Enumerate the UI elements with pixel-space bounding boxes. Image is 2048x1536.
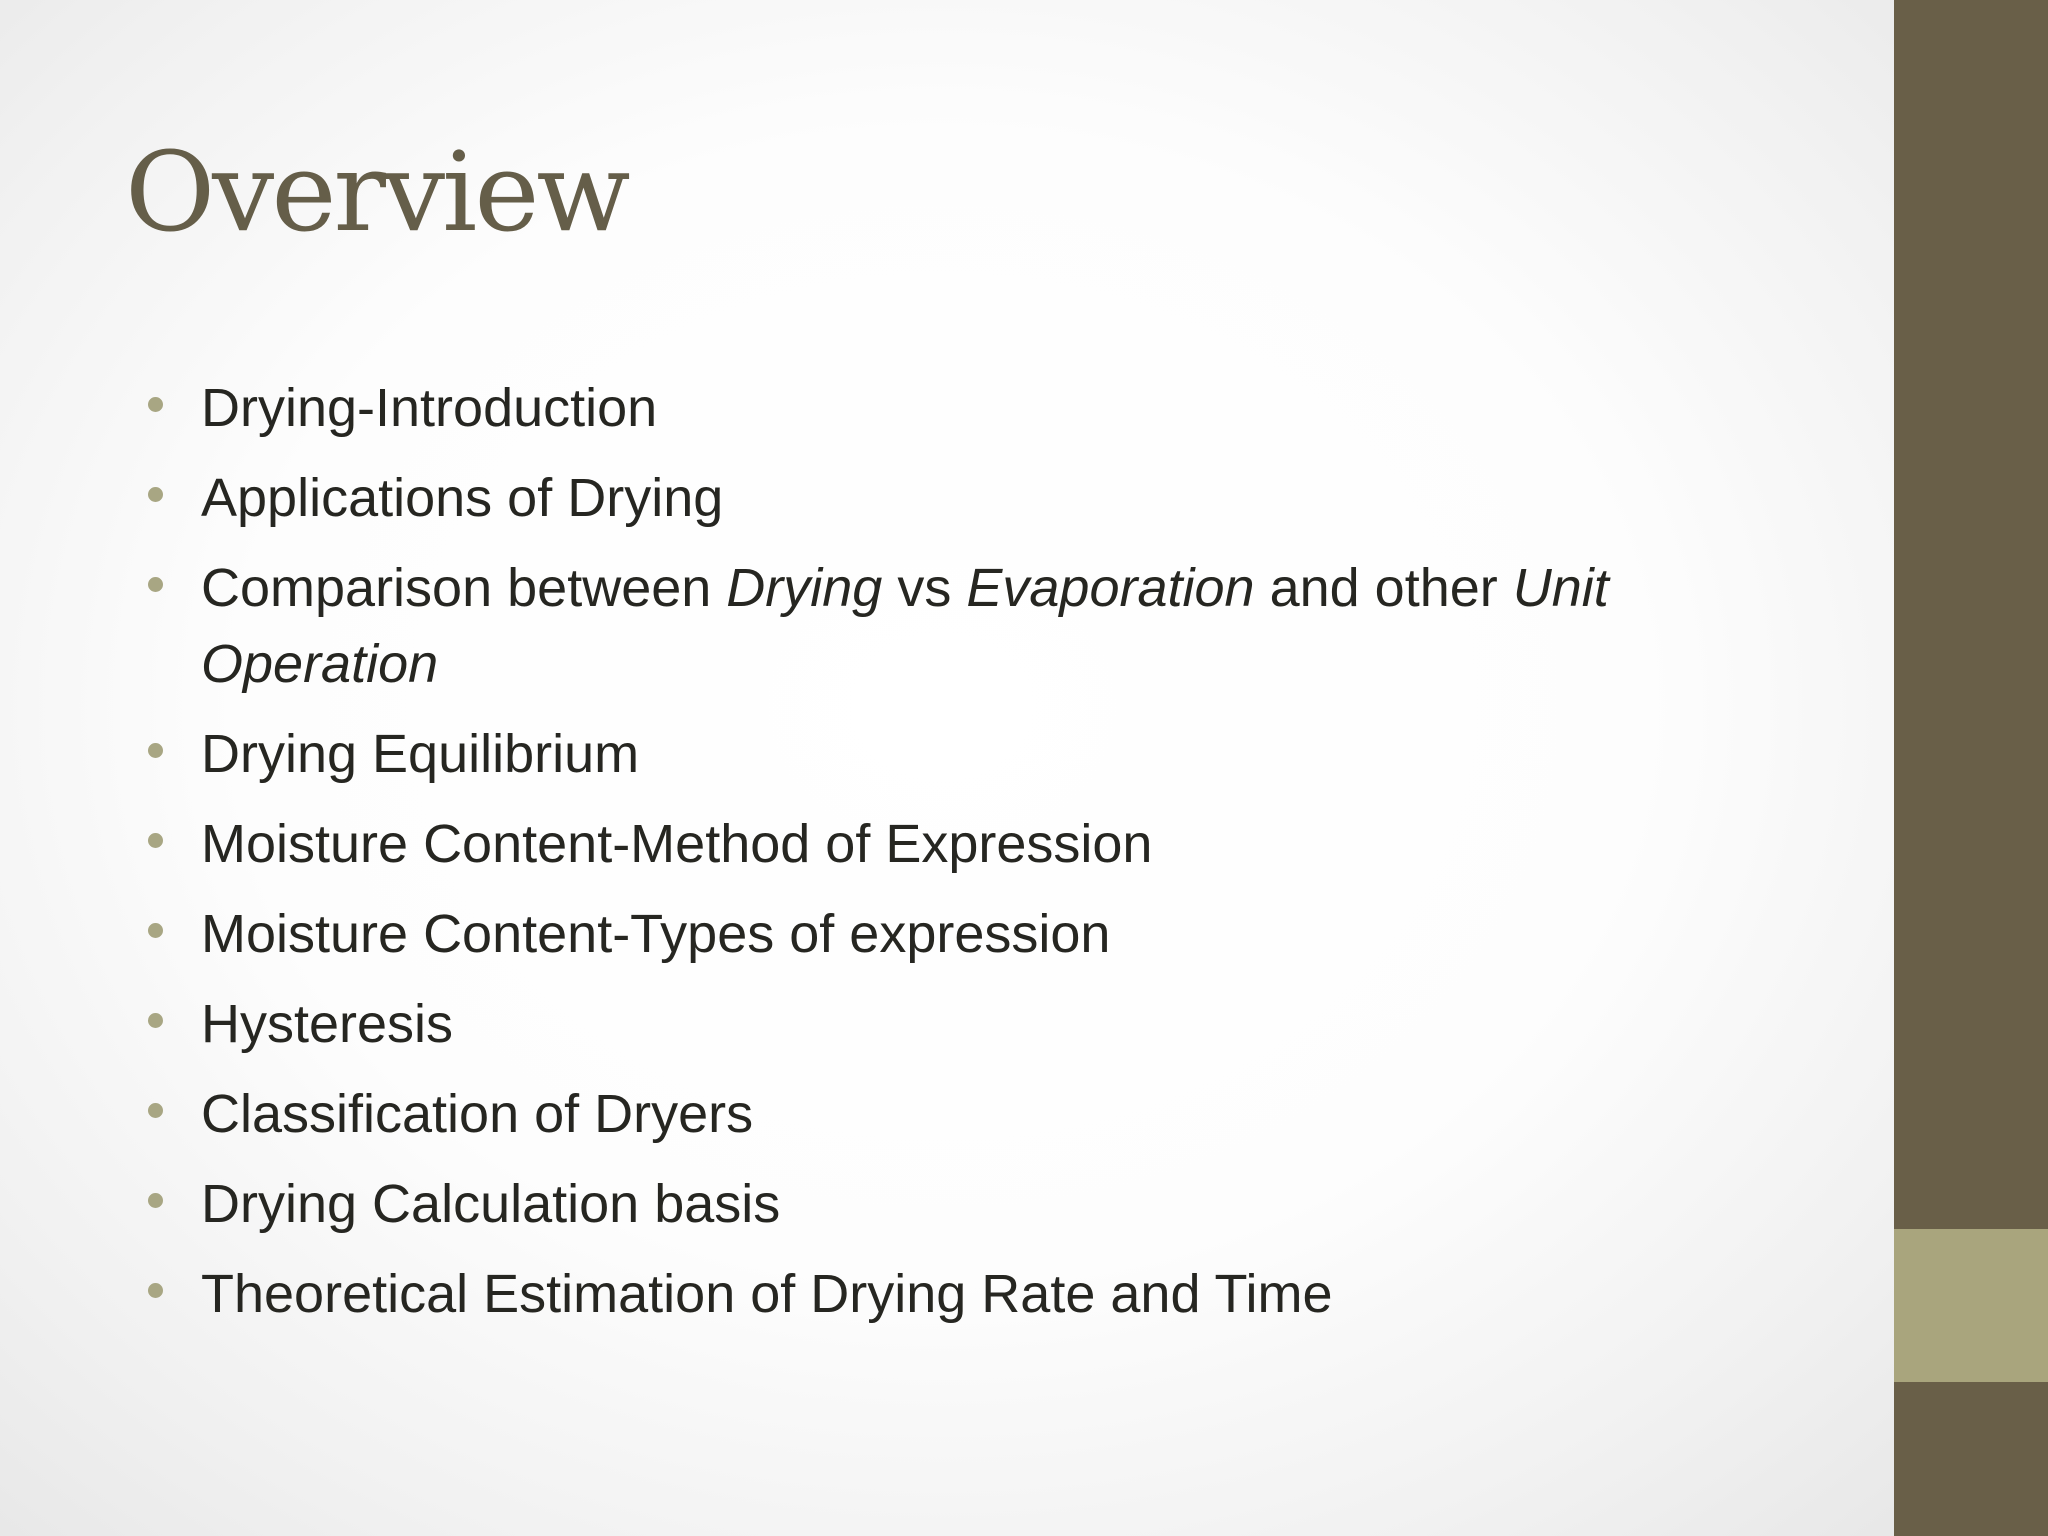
bullet-item <box>148 806 1738 882</box>
bullet-text: Drying Calculation basis <box>201 1174 781 1234</box>
bullet-item <box>148 370 1738 446</box>
bullet-text-part: vs <box>882 558 967 618</box>
bullet-text: Theoretical Estimation of Drying Rate and Time <box>201 1264 1333 1324</box>
bullet-text: Moisture Content-Types of expression <box>201 904 1111 964</box>
bullet-item <box>148 986 1738 1062</box>
bullet-text: Applications of Drying <box>201 468 724 528</box>
bullet-item <box>148 550 1738 702</box>
bullet-icon <box>148 1283 163 1298</box>
bullet-item <box>148 1256 1738 1332</box>
bullet-text-part: and other <box>1254 558 1513 618</box>
bullet-text: Hysteresis <box>201 994 454 1054</box>
bullet-icon <box>148 923 163 938</box>
bullet-icon <box>148 833 163 848</box>
bullet-item <box>148 716 1738 792</box>
bullet-icon <box>148 1193 163 1208</box>
bullet-icon <box>148 743 163 758</box>
bullet-list <box>148 370 1738 1346</box>
bullet-icon <box>148 1103 163 1118</box>
bullet-icon <box>148 577 163 592</box>
bullet-text-part-italic: Unit Operation <box>201 558 1609 694</box>
bullet-item <box>148 1166 1738 1242</box>
bullet-icon <box>148 397 163 412</box>
bullet-text: Drying-Introduction <box>201 378 658 438</box>
bullet-text-part-italic: Evaporation <box>966 558 1255 618</box>
bullet-text: Classification of Dryers <box>201 1084 754 1144</box>
bullet-text-part: Comparison between <box>201 558 727 618</box>
slide-title: Overview <box>125 128 628 256</box>
bullet-item <box>148 460 1738 536</box>
bullet-icon <box>148 487 163 502</box>
bullet-text: Moisture Content-Method of Expression <box>201 814 1153 874</box>
bullet-text-part-italic: Drying <box>726 558 883 618</box>
bullet-text <box>201 558 1609 694</box>
bullet-text: Drying Equilibrium <box>201 724 640 784</box>
bullet-item <box>148 896 1738 972</box>
side-accent-block <box>1894 1229 2048 1382</box>
bullet-icon <box>148 1013 163 1028</box>
bullet-item <box>148 1076 1738 1152</box>
